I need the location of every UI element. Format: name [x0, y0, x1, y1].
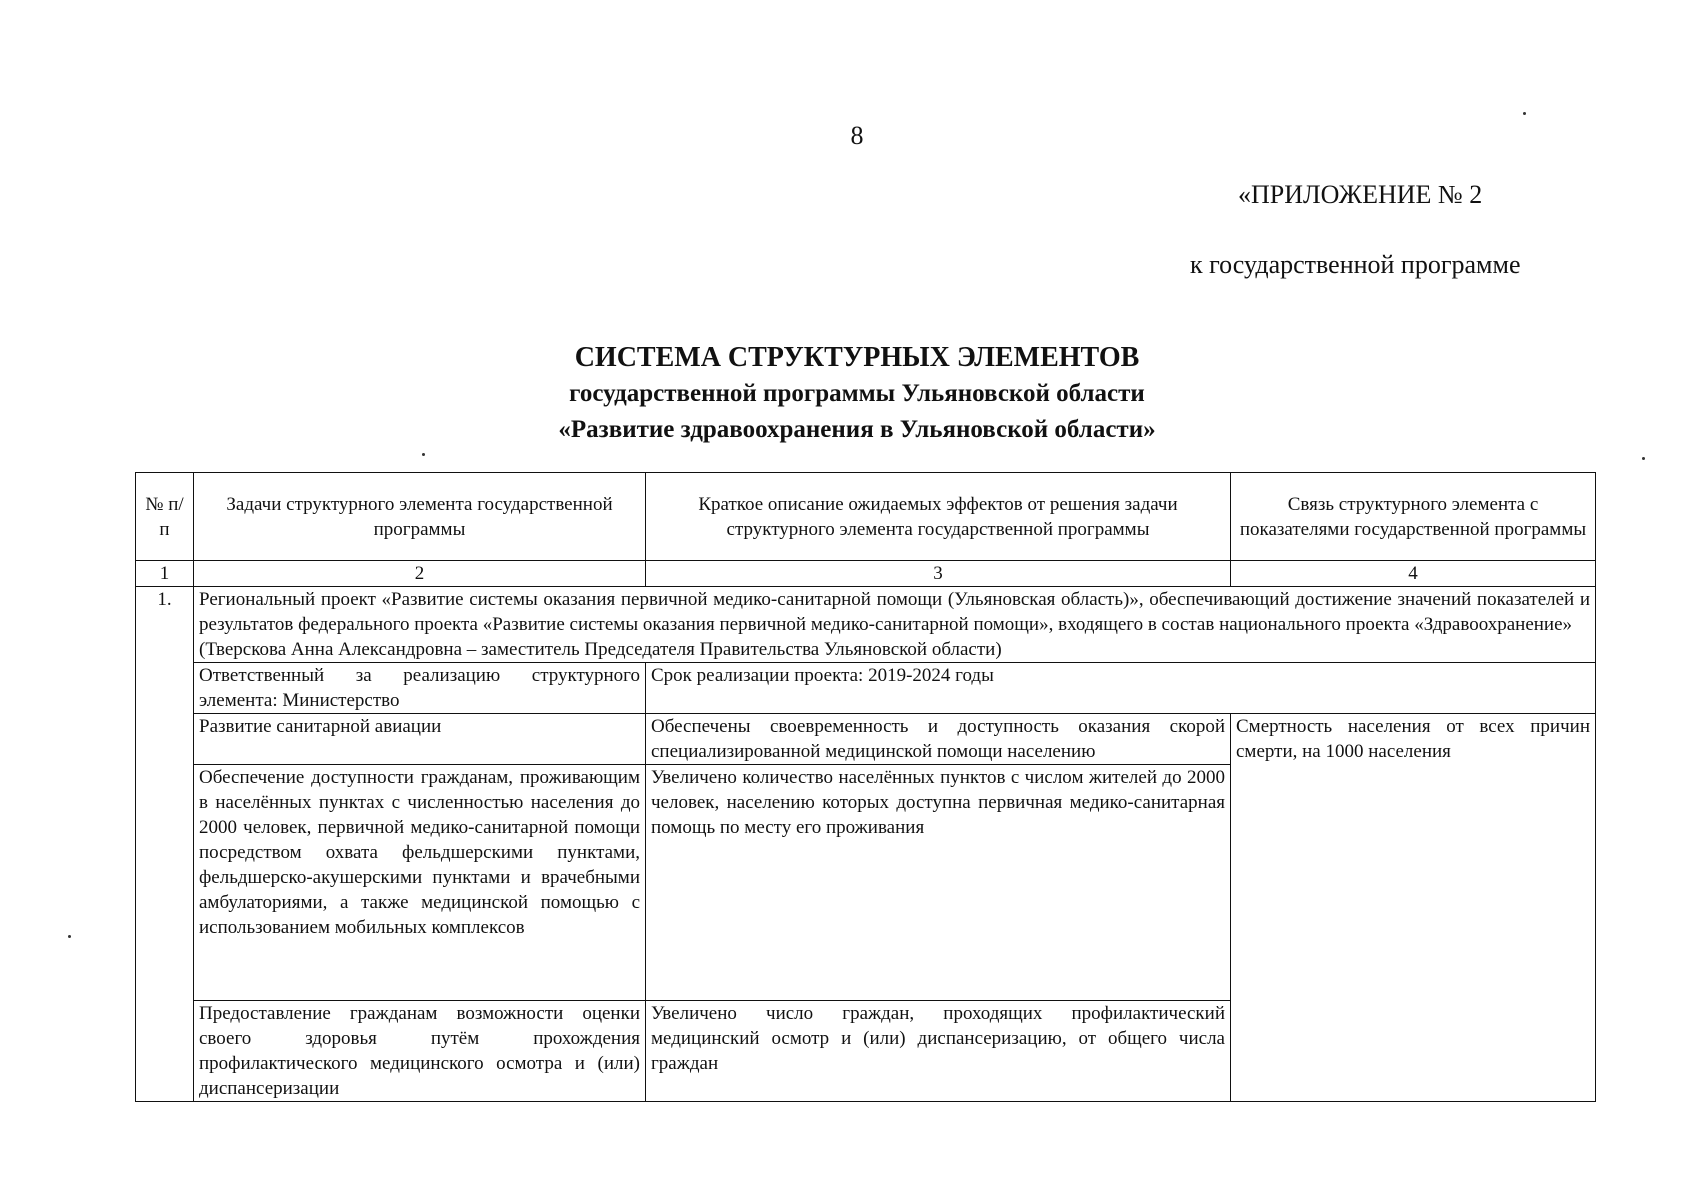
responsible-cell: Ответственный за реализацию структурного элемента: Министерство — [194, 663, 646, 714]
structural-elements-table — [135, 472, 1596, 1102]
appendix-subtitle: к государственной программе — [1190, 250, 1521, 279]
document-title-line2: государственной программы Ульяновской области — [569, 380, 1145, 407]
table-row — [136, 663, 1596, 714]
header-number: № п/п — [136, 473, 194, 561]
scan-speck — [422, 453, 425, 456]
appendix-title: «ПРИЛОЖЕНИЕ № 2 — [1238, 180, 1483, 209]
column-number: 4 — [1231, 561, 1596, 587]
header-effects: Краткое описание ожидаемых эффектов от решения задачи структурного элемента государственной программы — [646, 473, 1231, 561]
scan-speck — [1523, 112, 1526, 115]
project-curator: (Тверскова Анна Александровна – заместитель Председателя Правительства Ульяновской области) — [199, 639, 1002, 660]
header-indicators: Связь структурного элемента с показателями государственной программы — [1231, 473, 1596, 561]
column-number: 3 — [646, 561, 1231, 587]
effect-cell: Увеличено число граждан, проходящих профилактический медицинский осмотр и (или) диспансеризацию, от общего числа граждан — [646, 1001, 1231, 1102]
table-row — [136, 587, 1596, 663]
table-row — [136, 714, 1596, 765]
page-number: 8 — [850, 121, 864, 150]
column-number: 2 — [194, 561, 646, 587]
period-cell: Срок реализации проекта: 2019-2024 годы — [646, 663, 1596, 714]
project-cell — [194, 587, 1596, 663]
task-cell: Предоставление гражданам возможности оценки своего здоровья путём прохождения профилактического медицинского осмотра и (или) диспансеризации — [194, 1001, 646, 1102]
effect-cell: Увеличено количество населённых пунктов с числом жителей до 2000 человек, населению которых доступна первичная медико-санитарная помощь по месту его проживания — [646, 765, 1231, 1001]
table-header-row — [136, 473, 1596, 561]
effect-cell: Обеспечены своевременность и доступность оказания скорой специализированной медицинской помощи населению — [646, 714, 1231, 765]
scan-speck — [68, 935, 71, 938]
task-cell: Обеспечение доступности гражданам, проживающим в населённых пунктах с численностью населения до 2000 человек, первичной медико-санитарной помощи посредством охвата фельдшерскими пунктами, фельдшерско-акушерскими пунктами и врачебными амбулаториями, а также медицинской помощью с использованием мобильных комплексов — [194, 765, 646, 1001]
column-number: 1 — [136, 561, 194, 587]
document-title-line1: СИСТЕМА СТРУКТУРНЫХ ЭЛЕМЕНТОВ — [574, 342, 1140, 373]
indicator-cell: Смертность населения от всех причин смерти, на 1000 населения — [1231, 714, 1596, 1102]
header-tasks: Задачи структурного элемента государственной программы — [194, 473, 646, 561]
project-description: Региональный проект «Развитие системы оказания первичной медико-санитарной помощи (Ульяновская область)», обеспечивающий достижение значений показателей и результатов федерального проекта «Развитие системы оказания первичной медико-санитарной помощи», входящего в состав национального проекта «Здравоохранение» — [199, 589, 1590, 635]
column-numbers-row — [136, 561, 1596, 587]
document-title-line3: «Развитие здравоохранения в Ульяновской области» — [558, 416, 1156, 443]
document-title — [0, 340, 1696, 448]
scan-speck — [1642, 457, 1645, 460]
section-number: 1. — [136, 587, 194, 1102]
task-cell: Развитие санитарной авиации — [194, 714, 646, 765]
